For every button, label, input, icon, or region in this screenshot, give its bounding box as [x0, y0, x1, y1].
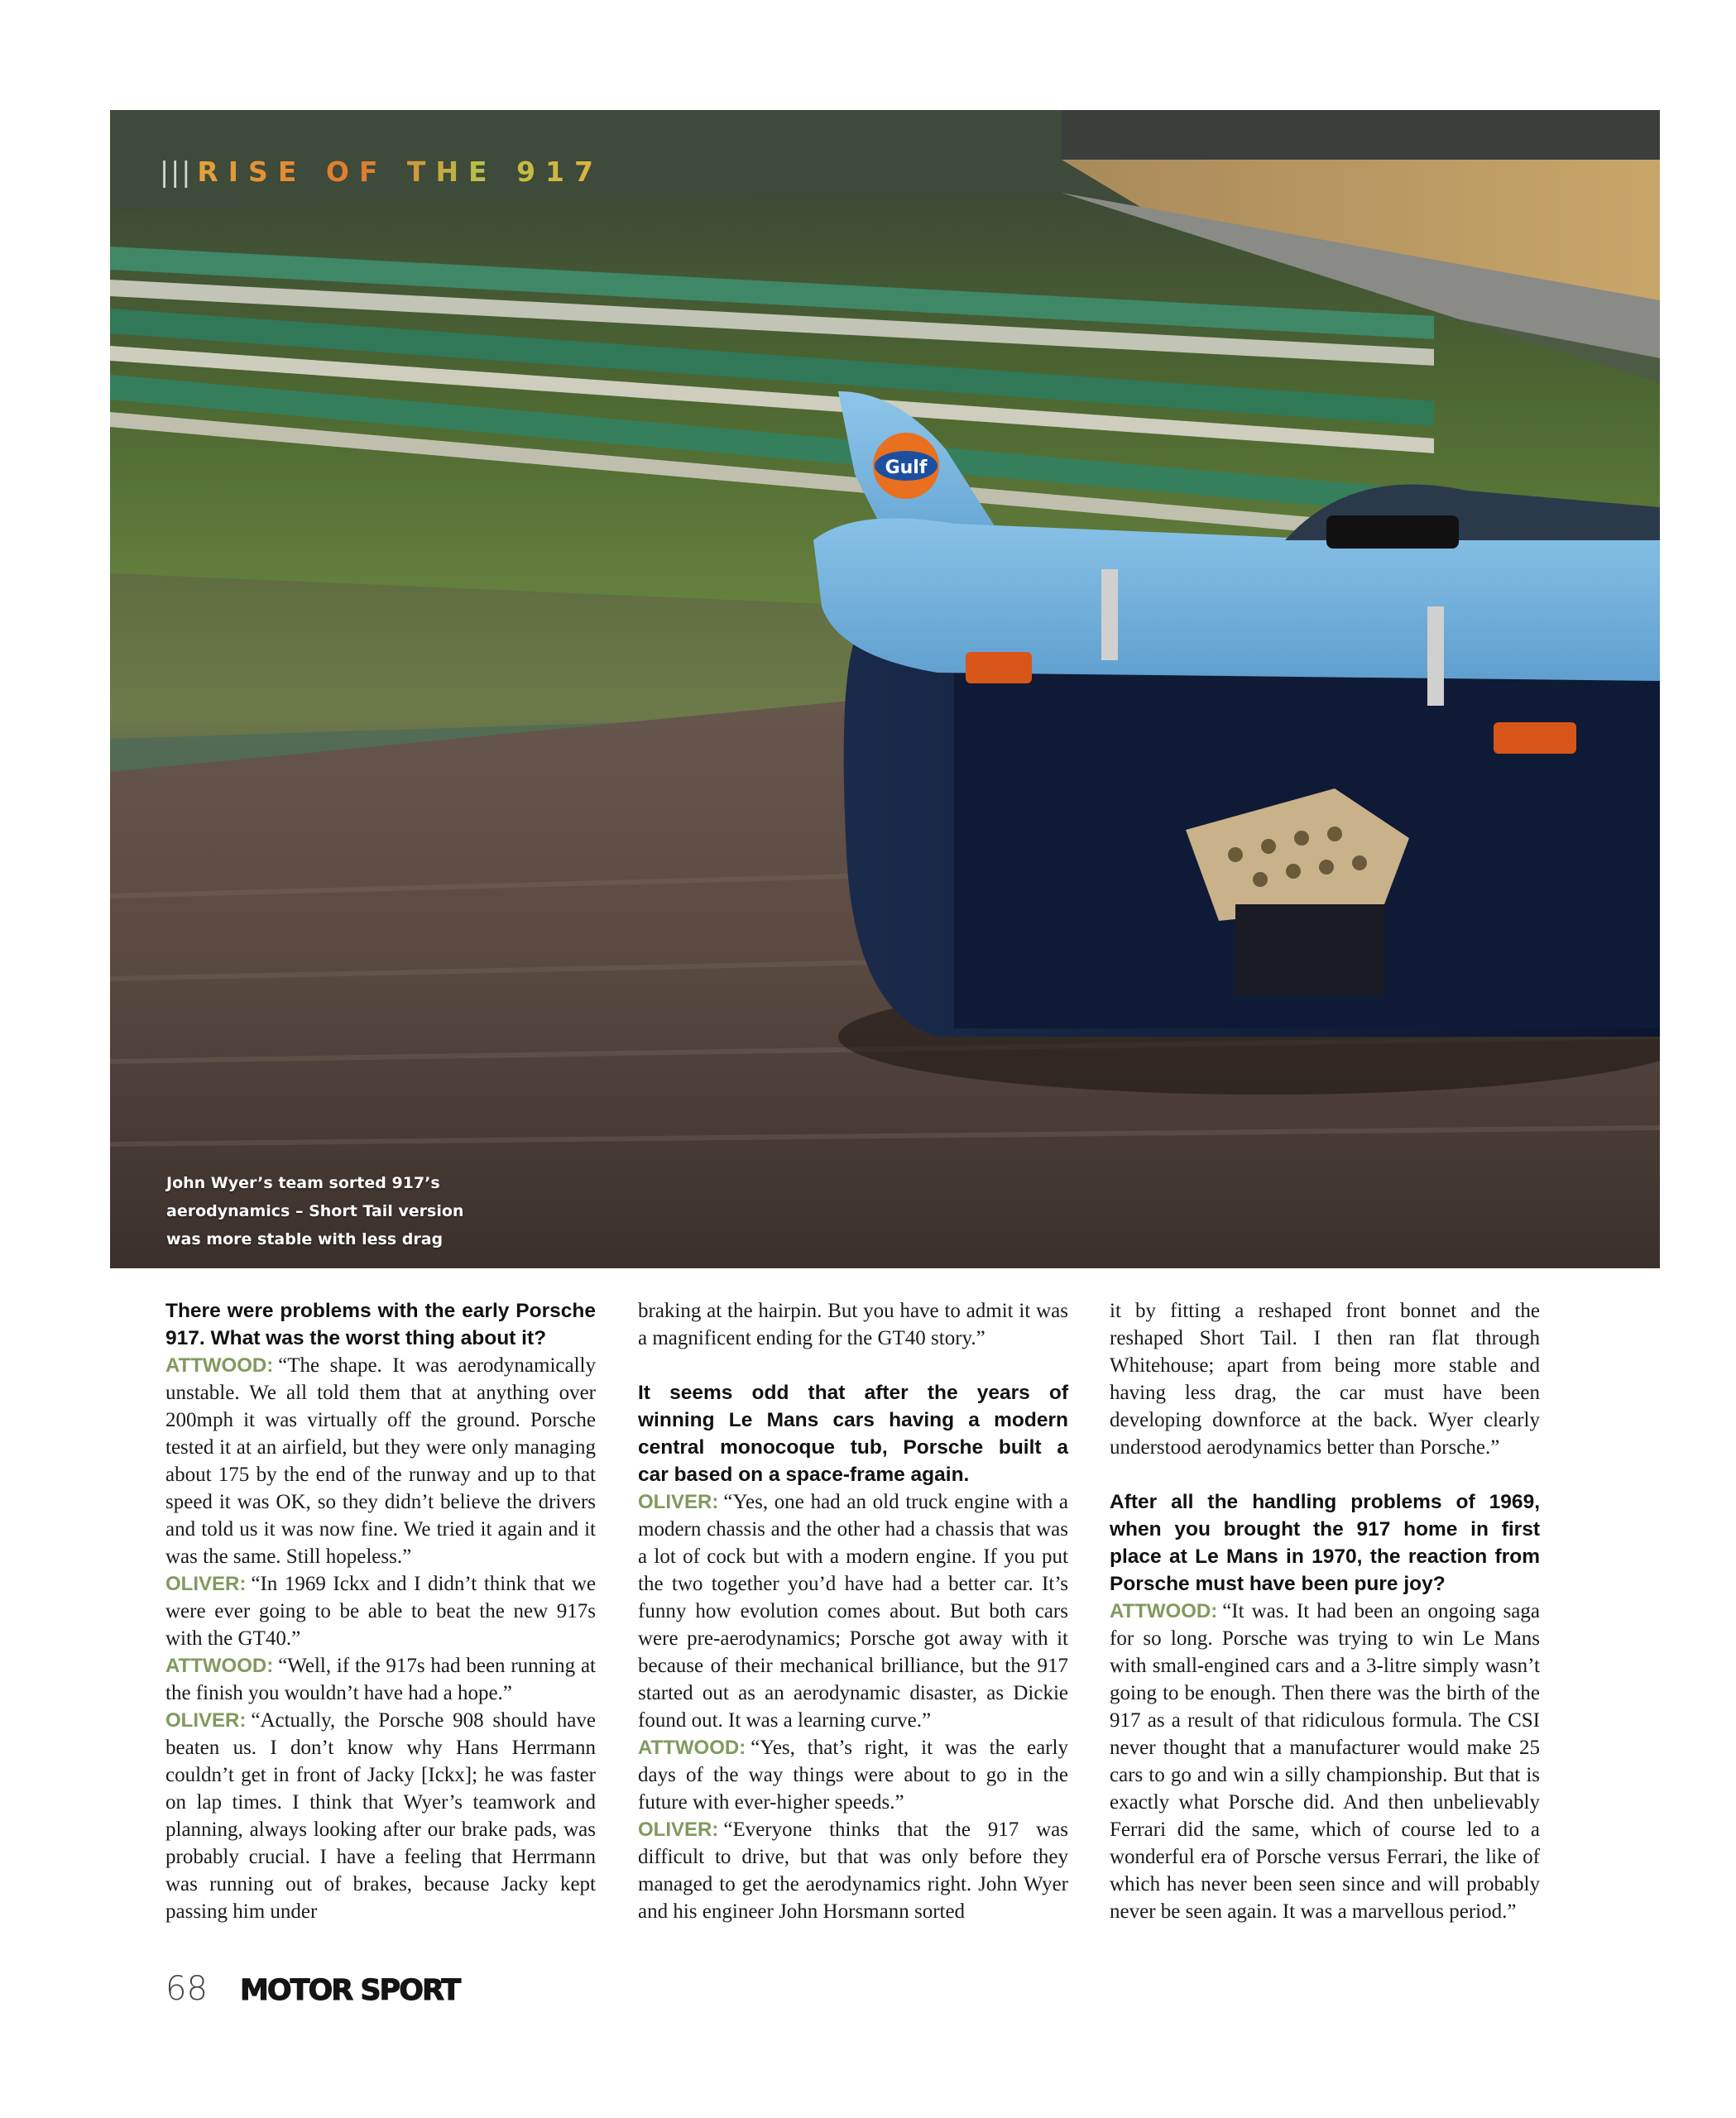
question-line: 917. What was the worst thing about it?: [165, 1327, 547, 1349]
question-line: After all the handling problems of 1969,: [1110, 1491, 1540, 1513]
answer-paragraph: [638, 1734, 1068, 1816]
answer-text: “Actually, the Porsche 908 should have beaten us. I don’t know why Hans Herrmann couldn’t get in front of Jacky [Ickx]; he was faster on lap times. I think that Wyer’s teamwork and planning, always looking after our brake pads, was probably crucial. I have a feeling that Herrmann was running out of brakes, because Jacky kept passing him under: [165, 1709, 596, 1923]
continued-paragraph: it by fitting a reshaped front bonnet and the reshaped Short Tail. I then ran flat through Whitehouse; apart from being more stable and having less drag, the car must have been developing downforce at the back. Wyer clearly understood aerodynamics better than Porsche.”: [1110, 1300, 1540, 1459]
interview-question: [1110, 1488, 1540, 1598]
answer-text: “Well, if the 917s had been running at the finish you wouldn’t have had a hope.”: [165, 1655, 596, 1704]
answer-paragraph: [165, 1352, 596, 1570]
answer-paragraph: [165, 1570, 596, 1652]
section-tag: [160, 156, 603, 188]
porsche-917-photo-illustration: [110, 110, 1660, 1268]
caption-line: was more stable with less drag: [166, 1230, 444, 1248]
answer-paragraph: [638, 1816, 1068, 1925]
svg-text:Gulf: Gulf: [885, 458, 928, 478]
magazine-logo: MOTOR SPORT: [240, 1974, 460, 2007]
answer-text: “It was. It had been an ongoing saga for so long. Porsche was trying to win Le Mans with small-engined cars and a 3-litre simply wasn’t going to be enough. Then there was the birth of the 917 as a result of that ridiculous formula. The CSI never thought that a manufacturer would make 25 cars to go and win a silly championship. But that is exactly what Porsche did. And then unbelievably Ferrari did the same, which of course led to a wonderful era of Porsche versus Ferrari, the like of which has never been seen since and will probably never be seen again. It was a marvellous period.”: [1110, 1600, 1540, 1923]
text-column-3: [1110, 1297, 1540, 1925]
caption-line: John Wyer’s team sorted 917’s: [166, 1174, 440, 1192]
speaker-label: ATTWOOD:: [165, 1354, 274, 1377]
speaker-label: OLIVER:: [638, 1819, 719, 1841]
answer-paragraph: [165, 1652, 596, 1707]
speaker-label: ATTWOOD:: [165, 1655, 274, 1677]
gulf-badge: [873, 433, 939, 499]
answer-text: “Everyone thinks that the 917 was difficult to drive, but that was only before they managed to get the aerodynamics right. John Wyer and his engineer John Horsmann sorted: [638, 1819, 1068, 1923]
hero-photo: [110, 110, 1660, 1268]
caption-line: aerodynamics – Short Tail version: [166, 1202, 464, 1220]
question-line: Porsche must have been pure joy?: [1110, 1573, 1446, 1595]
page-number: 68: [165, 1970, 208, 2008]
answer-paragraph: [1110, 1598, 1540, 1925]
photo-caption: [166, 1169, 514, 1253]
section-title: RISE OF THE 917: [197, 156, 603, 188]
text-column-1: [165, 1297, 596, 1925]
question-line: car based on a space-frame again.: [638, 1464, 970, 1486]
answer-text: “Yes, that’s right, it was the early days of the way things were about to go in the future with ever-higher speeds.”: [638, 1737, 1068, 1814]
answer-text: “In 1969 Ickx and I didn’t think that we were ever going to be able to beat the new 917s with the GT40.”: [165, 1573, 596, 1650]
speaker-label: OLIVER:: [638, 1491, 719, 1513]
answer-paragraph: [638, 1488, 1068, 1734]
question-line: It seems odd that after the years of: [638, 1382, 1068, 1404]
answer-text: “The shape. It was aerodynamically unstable. We all told them that at anything over 200mph it was virtually off the ground. Porsche tested it at an airfield, but they were only managing about 175 by the end of the runway and up to that speed it was OK, so they didn’t believe the drivers and told us it was now fine. We tried it again and it was the same. Still hopeless.”: [165, 1354, 596, 1568]
speaker-label: ATTWOOD:: [1110, 1600, 1218, 1622]
question-line: central monocoque tub, Porsche built a: [638, 1436, 1068, 1459]
interview-question: [165, 1297, 596, 1352]
question-line: place at Le Mans in 1970, the reaction from: [1110, 1545, 1540, 1568]
speaker-label: OLIVER:: [165, 1573, 247, 1595]
interview-question: [638, 1379, 1068, 1488]
question-line: There were problems with the early Porsche: [165, 1300, 596, 1322]
answer-paragraph: [165, 1707, 596, 1925]
question-line: when you brought the 917 home in first: [1110, 1518, 1540, 1541]
speaker-label: OLIVER:: [165, 1709, 247, 1732]
question-line: winning Le Mans cars having a modern: [638, 1409, 1068, 1431]
section-marker: |||: [160, 156, 193, 188]
speaker-label: ATTWOOD:: [638, 1737, 746, 1759]
text-column-2: [638, 1297, 1068, 1925]
answer-text: “Yes, one had an old truck engine with a modern chassis and the other had a chassis that was a lot of cock but with a modern engine. If you put the two together you’d have had a better car. It’s funny how evolution comes about. But both cars were pre-aerodynamics; Porsche got away with it because of their mechanical brilliance, but the 917 started out as an aerodynamic disaster, as Dickie found out. It was a learning curve.”: [638, 1491, 1068, 1732]
continued-paragraph: braking at the hairpin. But you have to admit it was a magnificent ending for the GT40 story.”: [638, 1300, 1068, 1349]
